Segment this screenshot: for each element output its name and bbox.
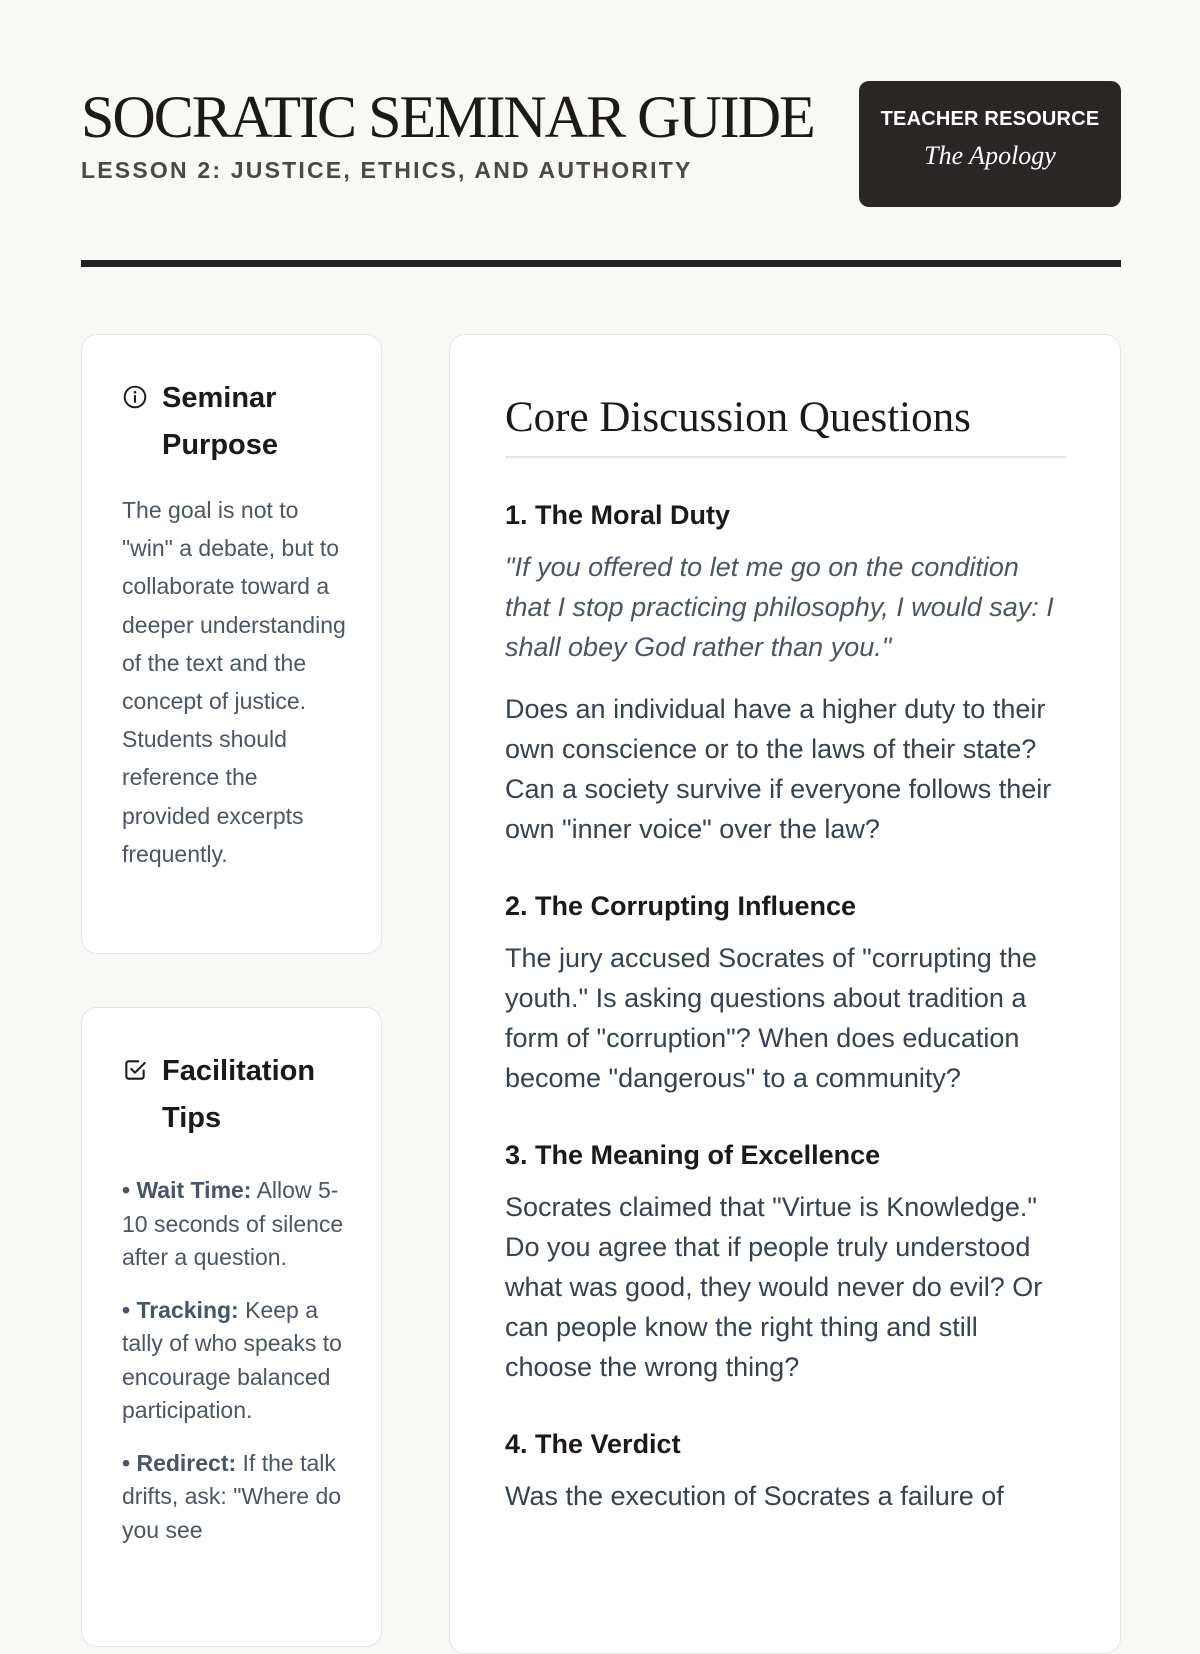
question-title: 4. The Verdict	[505, 1429, 681, 1459]
question-text: Socrates claimed that "Virtue is Knowledge." Do you agree that if people truly understood what was good, they would never do evil? Or can people know the right thing and still choose the wrong thing?	[505, 1192, 1043, 1382]
teacher-resource-badge	[859, 81, 1121, 207]
badge-label: TEACHER RESOURCE	[880, 108, 1100, 130]
lesson-subtitle: LESSON 2: JUSTICE, ETHICS, AND AUTHORITY	[81, 157, 693, 183]
badge-text: The Apology	[924, 141, 1056, 170]
tip-label: Tracking:	[136, 1296, 239, 1323]
question-item	[505, 1135, 1069, 1387]
question-item	[505, 1424, 1069, 1516]
question-text: Was the execution of Socrates a failure of	[505, 1481, 1004, 1511]
section-title: Core Discussion Questions	[505, 394, 971, 441]
tip-item: • Redirect: If the talk drifts, ask: "Where do you see	[122, 1449, 342, 1543]
question-text: Does an individual have a higher duty to their own conscience or to the laws of their state? Can a society survive if everyone follows their own "inner voice" over the law?	[505, 694, 1052, 844]
question-item	[505, 495, 1069, 849]
section-divider	[505, 456, 1066, 458]
facilitation-tips-card	[81, 1007, 382, 1647]
question-item	[505, 886, 1069, 1098]
question-text: The jury accused Socrates of "corrupting the youth." Is asking questions about tradition a form of "corruption"? When does education become "dangerous" to a community?	[505, 943, 1037, 1093]
tip-label: Redirect:	[136, 1449, 237, 1476]
tip-text: If the talk drifts, ask: "Where do you see	[122, 1449, 342, 1543]
tip-item: • Wait Time: Allow 5-10 seconds of silence after a question.	[122, 1177, 344, 1270]
tip-text: Allow 5-10 seconds of silence after a question.	[122, 1177, 344, 1270]
question-quote: "If you offered to let me go on the condition that I stop practicing philosophy, I would say: I shall obey God rather than you."	[505, 552, 1054, 662]
header-divider	[81, 260, 1121, 267]
tip-item: • Tracking: Keep a tally of who speaks to encourage balanced participation.	[122, 1296, 342, 1423]
page-title: SOCRATIC SEMINAR GUIDE	[81, 84, 814, 150]
facilitation-tips-list	[122, 1174, 352, 1566]
page-header	[81, 0, 1121, 268]
question-list	[505, 495, 1069, 1553]
facilitation-tips-title: Facilitation Tips	[162, 1055, 316, 1134]
question-title: 1. The Moral Duty	[505, 500, 731, 530]
question-title: 3. The Meaning of Excellence	[505, 1140, 881, 1170]
seminar-purpose-title: Seminar Purpose	[162, 382, 279, 461]
tip-label: Wait Time:	[136, 1177, 252, 1203]
checkbox-icon	[122, 1057, 148, 1083]
seminar-purpose-text: The goal is not to "win" a debate, but to collaborate toward a deeper understanding of the text and the concept of justice. Students should reference the provided excerpts frequently.	[122, 497, 346, 867]
question-title: 2. The Corrupting Influence	[505, 891, 857, 921]
info-icon	[122, 384, 148, 410]
discussion-questions-card	[449, 334, 1121, 1654]
seminar-purpose-card	[81, 334, 382, 954]
tip-text: Keep a tally of who speaks to encourage balanced participation.	[122, 1296, 342, 1423]
